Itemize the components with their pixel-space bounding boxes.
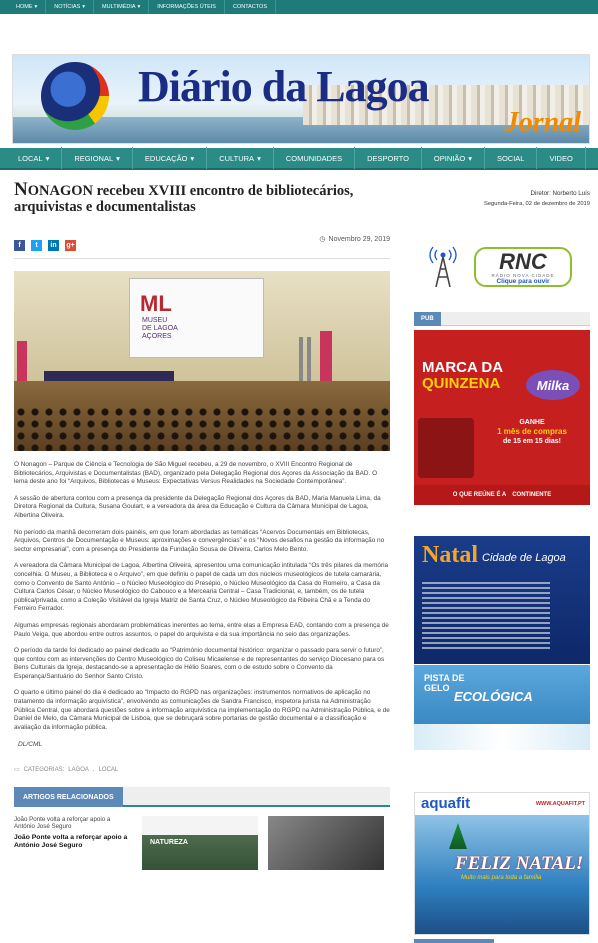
article-signature: DL/CML	[18, 741, 43, 749]
related-article-title[interactable]: João Ponte volta a reforçar apoio a António José Seguro	[14, 834, 128, 850]
ad-prize: GANHE 1 mês de compras de 15 em 15 dias!	[497, 419, 567, 445]
chevron-down-icon: ▾	[116, 153, 120, 163]
aquafit-url: WWW.AQUAFIT.PT	[535, 801, 585, 807]
topbar-item-informacoes[interactable]: INFORMAÇÕES ÚTEIS	[149, 0, 225, 14]
nav-item-opiniao[interactable]: OPINIÃO ▾	[422, 147, 485, 169]
chevron-down-icon: ▾	[257, 153, 261, 163]
article	[14, 179, 390, 870]
article-paragraph: A vereadora da Câmara Municipal de Lagoa, Albertina Oliveira, apresentou uma comunicação intitulada “Os três pilares da memória concelhia. O Museu, a Biblioteca e o Arquivo”, em que definiu o papel de cada um dos núcleos museológicos de tutela camarária, como o Convento de Santo António – o Núcleo Museológico do Presépio, o Núcleo Museológico da Casa do Romeiro, a Casa da Cultura Carlos César, o Núcleo Museológico do Cabouco e a Mercearia Central – Casa Tradicional, e, também, os de tutela pública/privada, como a Coleção Visitável da Igreja Matriz de Santa Cruz, o Núcleo Museológico da Ribeira Chã e a Tenda do Ferreiro Ferrador.	[14, 562, 389, 613]
topbar-item-multimedia[interactable]: MULTIMÉDIA ▾	[94, 0, 149, 14]
ad-natal-subtitle: Cidade de Lagoa	[482, 552, 566, 564]
nav-item-comunidades[interactable]: COMUNIDADES	[274, 147, 355, 169]
radio-logo[interactable]: RNC RÁDIO NOVA CIDADE Clique para ouvir	[474, 247, 572, 287]
site-title: Diário da Lagoa	[138, 62, 429, 111]
article-photo[interactable]	[14, 271, 390, 451]
main-nav	[0, 148, 598, 170]
ad-natal-title: Natal	[422, 542, 478, 568]
topbar-item-home[interactable]: HOME ▾	[8, 0, 46, 14]
shopping-cart-icon	[418, 418, 474, 478]
ad-natal-program	[422, 582, 550, 652]
thumbnail-caption: NATUREZA	[150, 839, 188, 847]
article-paragraph: O período da tarde foi dedicado ao painel dedicado ao “Património documental histórico: organizar o passado para servir o futuro”, que contou com as intervenções do Centro Museológico do Coliseu Micaelense e de representantes do serviço Diocesano para os Bens Culturais da Igreja, destacando-se a apresentação de Hélio Soares, com o de estudo sobre o Convento da Esperança/Santuário do Senhor Santo Cristo.	[14, 647, 385, 680]
article-paragraph: O quarto e último painel do dia é dedicado ao “Impacto do RGPD nas organizações: instrumentos normativos de aplicação no tratamento da informação arquivística”, envolvendo as comunicações de Sandra Francisco, inspetora jurista na Administração Pública Central, que abordará questões sobre a informação arquivística na implementação do RGPD na Administração Pública, e de Daniel de Melo, da Câmara Municipal de Lisboa, que se debruçará sobre portarias de gestão documental e a classificação e avaliação da informação pública.	[14, 689, 390, 731]
ad-pista-title: PISTA DE GELO	[424, 673, 465, 693]
linkedin-icon[interactable]: in	[48, 240, 59, 251]
globe-logo-icon	[41, 62, 109, 130]
radio-widget[interactable]	[414, 243, 590, 289]
ad-pista-strip	[414, 724, 590, 750]
aquafit-logo: aquafit	[421, 795, 471, 812]
article-date: ◷ Novembro 29, 2019	[319, 235, 390, 243]
nav-item-local[interactable]: LOCAL ▾	[6, 147, 62, 169]
article-paragraph: No período da manhã decorreram dois painéis, em que foram abordadas as temáticas “Acervos Documentais em Bibliotecas, Arquivos, Centros de Documentação e Museus: aproximações e convergências” e os “Novos desafios na gestão da informação no sector empresarial”, com a presença do Presidente da Fundação Sousa de Oliveira, Carlos Melo Bento.	[14, 528, 385, 553]
related-article-thumbnail[interactable]	[142, 816, 258, 870]
topbar-item-contactos[interactable]: CONTACTOS	[225, 0, 276, 14]
nav-item-social[interactable]: SOCIAL	[485, 147, 538, 169]
milka-logo: Milka	[526, 370, 580, 400]
article-categories: ▭ CATEGORIAS: LAGOA , LOCAL	[14, 766, 119, 774]
chevron-down-icon: ▾	[82, 4, 86, 10]
ad-natal-lagoa[interactable]	[414, 536, 590, 664]
photo-projection-screen	[129, 278, 264, 358]
clock-icon: ◷	[319, 236, 326, 243]
related-article-thumbnail[interactable]	[268, 816, 384, 870]
ad-aquafit[interactable]	[414, 792, 590, 935]
twitter-icon[interactable]: t	[31, 240, 42, 251]
ad-footer: O QUE REÚNE É A CONTINENTE	[414, 485, 590, 505]
article-paragraph: O Nonagon – Parque de Ciência e Tecnologia de São Miguel recebeu, a 29 de novembro, o XVIII Encontro Regional de Bibliotecários, Arquivistas e Documentalistas (BAD), organizado pela Delegação Regional dos Açores da Associação da BAD. O lema deste ano foi “Arquivos, Bibliotecas e Museus: Expectativas Versus Realidades na Sociedade Contemporânea”.	[14, 461, 378, 486]
photo-flag	[307, 337, 311, 382]
article-title: NONAGON recebeu XVIII encontro de bibliotecários, arquivistas e documentalistas	[14, 179, 354, 215]
category-link-local[interactable]: LOCAL	[98, 766, 119, 773]
photo-rollup-banner	[320, 331, 332, 386]
google-plus-icon[interactable]: g+	[66, 242, 75, 249]
current-date: Segunda-Feira, 02 de dezembro de 2019	[483, 201, 590, 207]
museum-logo: ML	[140, 291, 172, 316]
facebook-icon[interactable]: f	[14, 240, 25, 251]
ad-section-header: PUB	[414, 312, 590, 326]
nav-item-educacao[interactable]: EDUCAÇÃO ▾	[133, 147, 207, 169]
nav-item-regional[interactable]: REGIONAL ▾	[62, 147, 133, 169]
ad-pista-gelo[interactable]	[414, 665, 590, 750]
ad-aquafit-tagline: Muito mais para toda a família	[461, 875, 542, 881]
director-info: Diretor: Norberto Luís Segunda-Feira, 02 de dezembro de 2019	[414, 182, 590, 207]
photo-flag	[299, 337, 303, 382]
site-subtitle: Jornal	[504, 107, 581, 138]
chevron-down-icon: ▾	[190, 153, 195, 163]
chevron-down-icon: ▾	[34, 4, 38, 10]
museum-text: MUSEU DE LAGOA AÇORES	[142, 317, 178, 340]
article-paragraph: A sessão de abertura contou com a presença da presidente da Delegação Regional dos Açores da BAD, Maria Manuela Lima, da Diretora Regional da Cultura, Susana Goulart, e a vereadora da área da Educação e Cultura da Câmara Municipal de Lagoa, Albertina Oliveira.	[14, 494, 381, 519]
chevron-down-icon: ▾	[468, 153, 472, 163]
ad-headline: MARCA DA QUINZENA	[422, 359, 504, 392]
sidebar	[414, 182, 590, 943]
broken-image-alt: João Ponte volta a reforçar apoio a António José Seguro	[14, 816, 111, 831]
related-articles-header: ARTIGOS RELACIONADOS	[14, 787, 390, 807]
ad-pista-subtitle: ECOLÓGICA	[454, 689, 533, 704]
topbar-item-noticias[interactable]: NOTÍCIAS ▾	[46, 0, 94, 14]
related-article-item[interactable]	[14, 816, 132, 870]
article-paragraph: Algumas empresas regionais abordaram problemáticas inerentes ao tema, entre elas a Empresa EAD, contando com a presença de Paulo Veiga, que abordou entre outros assuntos, o papel do arquivista e da sua importância no seio das organizações.	[14, 621, 389, 638]
ad-aquafit-greeting: FELIZ NATAL!	[455, 853, 584, 874]
site-banner[interactable]	[12, 54, 590, 144]
site-header	[0, 14, 598, 148]
listen-link[interactable]: Clique para ouvir	[496, 278, 550, 285]
chevron-down-icon: ▾	[137, 4, 141, 10]
ad-continente[interactable]	[414, 330, 590, 505]
folder-icon: ▭	[14, 767, 20, 774]
radio-tower-icon	[428, 245, 458, 287]
nav-item-desporto[interactable]: DESPORTO	[355, 147, 422, 169]
photo-audience	[14, 406, 390, 451]
top-menu-bar	[0, 0, 598, 14]
nav-item-cultura[interactable]: CULTURA ▾	[207, 147, 274, 169]
related-articles	[14, 816, 390, 870]
sidebar-bottom-bar	[414, 939, 494, 943]
category-link-lagoa[interactable]: LAGOA	[68, 766, 89, 773]
chevron-down-icon: ▾	[45, 153, 50, 163]
divider	[14, 258, 390, 259]
nav-item-video[interactable]: VIDEO	[537, 147, 585, 169]
